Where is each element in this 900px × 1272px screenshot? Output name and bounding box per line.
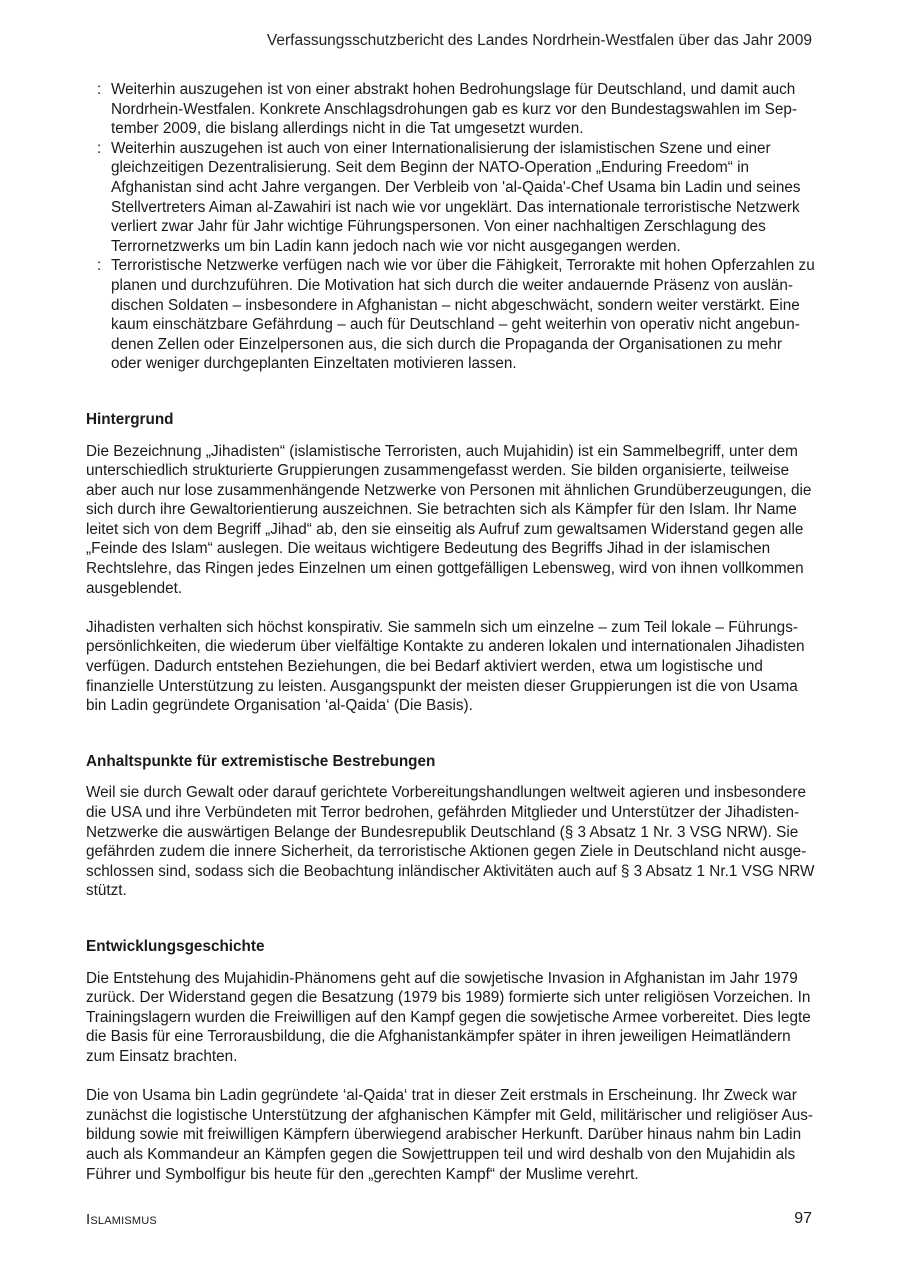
- section-heading-hintergrund: Hintergrund: [86, 410, 174, 428]
- page-number: 97: [794, 1210, 812, 1227]
- paragraph: Die Bezeichnung „Jihadisten“ (islamistische Terroristen, auch Mujahidin) ist ein Sammelbegriff, unter dem unterschiedlich strukturierte Gruppierungen zusammengefasst werden. Sie bilden organisierte, teilweise aber auch nur lose zusammenhängende Netzwerke von Personen mit ähnlichen Grundüberzeugungen, die sich durch ihre Gewaltorientierung auszeichnen. Sie betrachten sich als Kämpfer für den Islam. Ihr Name leitet sich von dem Begriff „Jihad“ ab, den sie einseitig als Aufruf zum gewaltsamen Widerstand gegen alle „Feinde des Islam“ auslegen. Die weitaus wichtigere Bedeutung des Begriffs Jihad in der islamischen Rechtslehre, das Ringen jedes Einzelnen um einen gottgefälligen Lebensweg, wird von ihnen vollkommen ausgeblendet.: [86, 442, 812, 597]
- bullet-list: [86, 80, 816, 374]
- bullet-marker: :: [97, 81, 102, 98]
- page-content: [86, 80, 816, 1204]
- section-heading-entwicklungsgeschichte: Entwicklungsgeschichte: [86, 937, 265, 955]
- bullet-text: Weiterhin auszugehen ist von einer abstrakt hohen Bedrohungslage für Deutschland, und damit auch Nordrhein-Westfalen. Konkrete Anschlagsdrohungen gab es kurz vor den Bundestagswahlen im September 2009, die bislang allerdings nicht in die Tat umgesetzt wurden.: [111, 81, 797, 138]
- section-heading-anhaltspunkte: Anhaltspunkte für extremistische Bestrebungen: [86, 752, 436, 770]
- bullet-item: [86, 139, 816, 257]
- paragraph: Weil sie durch Gewalt oder darauf gerichtete Vorbereitungshandlungen weltweit agieren und insbesondere die USA und ihre Verbündeten mit Terror bedrohen, gefährden Mitglieder und Unterstützer der Jihadisten-Netzwerke die auswärtigen Belange der Bundesrepublik Deutschland (§ 3 Absatz 1 Nr. 3 VSG NRW). Sie gefährden zudem die innere Sicherheit, da terroristische Aktionen gegen Ziele in Deutschland nicht ausgeschlossen sind, sodass sich die Beobachtung inländischer Aktivitäten auch auf § 3 Absatz 1 Nr.1 VSG NRW stützt.: [86, 784, 815, 900]
- paragraph: Jihadisten verhalten sich höchst konspirativ. Sie sammeln sich um einzelne – zum Teil lokale – Führungspersönlichkeiten, die wiederum über vielfältige Kontakte zu anderen lokalen und internationalen Jihadisten verfügen. Dadurch entstehen Beziehungen, die bei Bedarf aktiviert werden, etwa um logistische und finanzielle Unterstützung zu leisten. Ausgangspunkt der meisten dieser Gruppierungen ist die von Usama bin Ladin gegründete Organisation ‘al-Qaida‘ (Die Basis).: [86, 618, 805, 715]
- bullet-item: [86, 80, 816, 139]
- bullet-text: Weiterhin auszugehen ist auch von einer Internationalisierung der islamistischen Szene und einer gleichzeitigen Dezentralisierung. Seit dem Beginn der NATO-Operation „Enduring Freedom“ in Afghanistan sind acht Jahre vergangen. Der Verbleib von 'al-Qaida'-Chef Usama bin Ladin und seines Stellvertreters Aiman al-Zawahiri ist nach wie vor ungeklärt. Das internationale terroristische Netzwerk verliert zwar Jahr für Jahr wichtige Führungspersonen. Von einer nachhaltigen Zerschlagung des Terrornetzwerks um bin Ladin kann jedoch nach wie vor nicht ausgegangen werden.: [111, 139, 801, 255]
- running-header: Verfassungsschutzbericht des Landes Nordrhein-Westfalen über das Jahr 2009: [266, 32, 812, 49]
- paragraph: Die von Usama bin Ladin gegründete ‘al-Qaida‘ trat in dieser Zeit erstmals in Erscheinung. Ihr Zweck war zunächst die logistische Unterstützung der afghanischen Kämpfer mit Geld, militärischer und religiöser Ausbildung sowie mit freiwilligen Kämpfern überwiegend arabischer Herkunft. Darüber hinaus nahm bin Ladin auch als Kommandeur an Kämpfen gegen die Sowjettruppen teil und wird deshalb von den Mujahidin als Führer und Symbolfigur bis heute für den „gerechten Kampf“ der Muslime verehrt.: [86, 1087, 813, 1183]
- paragraph: Die Entstehung des Mujahidin-Phänomens geht auf die sowjetische Invasion in Afghanistan im Jahr 1979 zurück. Der Widerstand gegen die Besatzung (1979 bis 1989) formierte sich unter religiösen Vorzeichen. In Trainingslagern wurden die Freiwilligen auf den Kampf gegen die sowjetische Armee vorbereitet. Dies legte die Basis für eine Terrorausbildung, die die Afghanistankämpfer später in ihren jeweiligen Heimatländern zum Einsatz brachten.: [86, 969, 811, 1065]
- bullet-text: Terroristische Netzwerke verfügen nach wie vor über die Fähigkeit, Terrorakte mit hohen Opferzahlen zu planen und durchzuführen. Die Motivation hat sich durch die weiter andauernde Präsenz von ausländischen Soldaten – insbesondere in Afghanistan – nicht abgeschwächt, sondern weiter verstärkt. Eine kaum einschätzbare Gefährdung – auch für Deutschland – geht weiterhin von operativ nicht angebundenen Zellen oder Einzelpersonen aus, die sich durch die Propaganda der Organisationen zu mehr oder weniger durchgeplanten Einzeltaten motivieren lassen.: [111, 257, 815, 373]
- footer-section-name: Islamismus: [86, 1211, 157, 1228]
- bullet-marker: :: [97, 257, 102, 275]
- bullet-item: [86, 256, 816, 374]
- bullet-marker: :: [97, 139, 102, 157]
